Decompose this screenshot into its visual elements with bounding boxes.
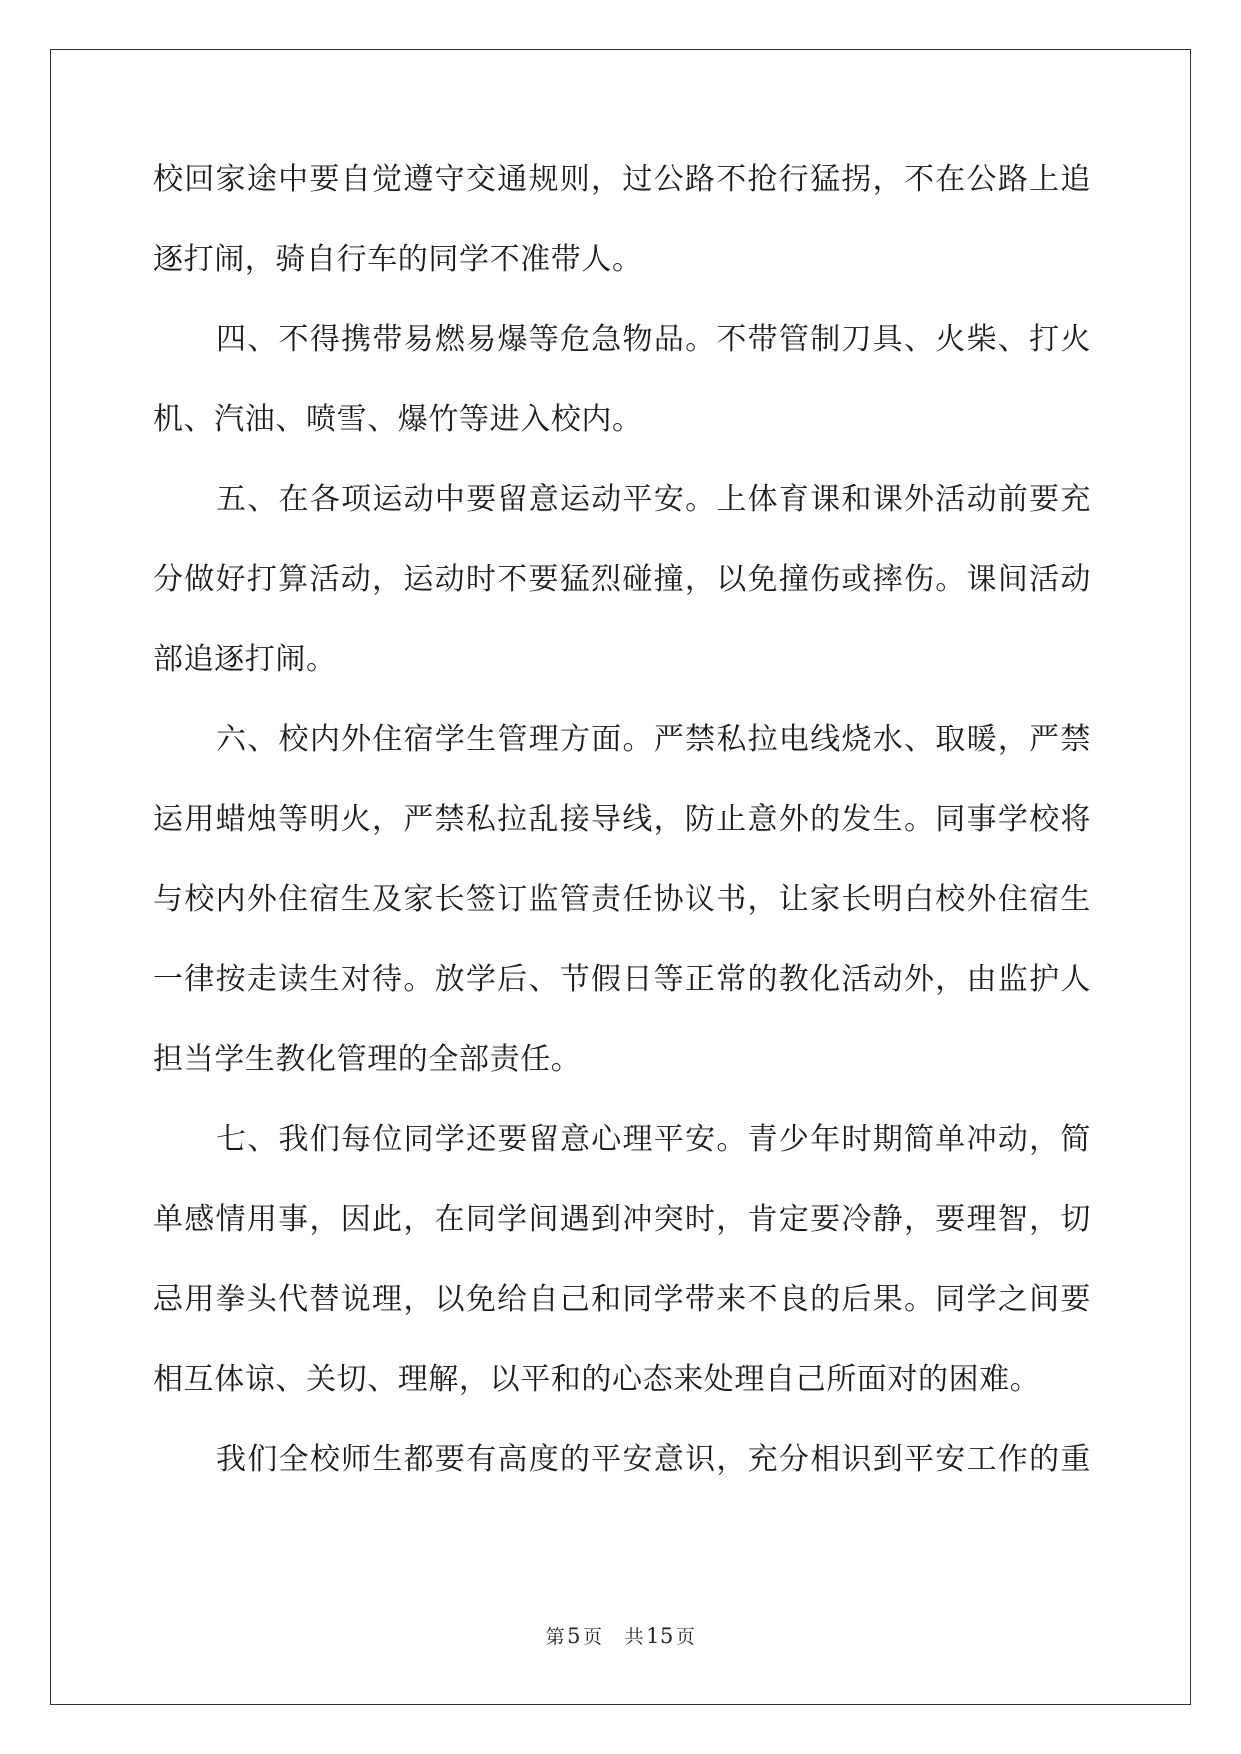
text-line: 相互体谅、关切、理解，以平和的心态来处理自己所面对的困难。 (153, 1362, 1041, 1397)
text-line: 担当学生教化管理的全部责任。 (153, 1042, 582, 1077)
text-line: 五、在各项运动中要留意运动平安。上体育课和课外活动前要充 (216, 482, 1091, 517)
text-line: 我们全校师生都要有高度的平安意识，充分相识到平安工作的重 (216, 1442, 1091, 1477)
text-line: 四、不得携带易燃易爆等危急物品。不带管制刀具、火柴、打火 (216, 322, 1091, 357)
text-line: 一律按走读生对待。放学后、节假日等正常的教化活动外，由监护人 (153, 962, 1091, 997)
text-line: 单感情用事，因此，在同学间遇到冲突时，肯定要冷静，要理智，切 (153, 1202, 1091, 1237)
total-pages: 15 (646, 1624, 674, 1648)
text-line: 逐打闹，骑自行车的同学不准带人。 (153, 242, 643, 277)
text-line: 六、校内外住宿学生管理方面。严禁私拉电线烧水、取暖，严禁 (216, 722, 1091, 757)
page-footer (0, 1622, 1241, 1649)
page-prefix: 第 (545, 1626, 566, 1648)
text-line: 七、我们每位同学还要留意心理平安。青少年时期简单冲动，简 (216, 1122, 1091, 1157)
page-number: 5 (567, 1624, 582, 1648)
text-line: 分做好打算活动，运动时不要猛烈碰撞，以免撞伤或摔伤。课间活动 (153, 562, 1091, 597)
text-line: 运用蜡烛等明火，严禁私拉乱接导线，防止意外的发生。同事学校将 (153, 802, 1091, 837)
text-line: 部追逐打闹。 (153, 642, 337, 677)
text-line: 校回家途中要自觉遵守交通规则，过公路不抢行猛拐，不在公路上追 (153, 162, 1091, 197)
text-line: 与校内外住宿生及家长签订监管责任协议书，让家长明白校外住宿生 (153, 882, 1091, 917)
text-line: 机、汽油、喷雪、爆竹等进入校内。 (153, 402, 643, 437)
page-suffix: 页 (583, 1626, 603, 1648)
total-suffix: 页 (675, 1626, 696, 1648)
total-prefix: 共 (624, 1626, 645, 1648)
document-body (153, 160, 1091, 1520)
text-line: 忌用拳头代替说理，以免给自己和同学带来不良的后果。同学之间要 (153, 1282, 1091, 1317)
